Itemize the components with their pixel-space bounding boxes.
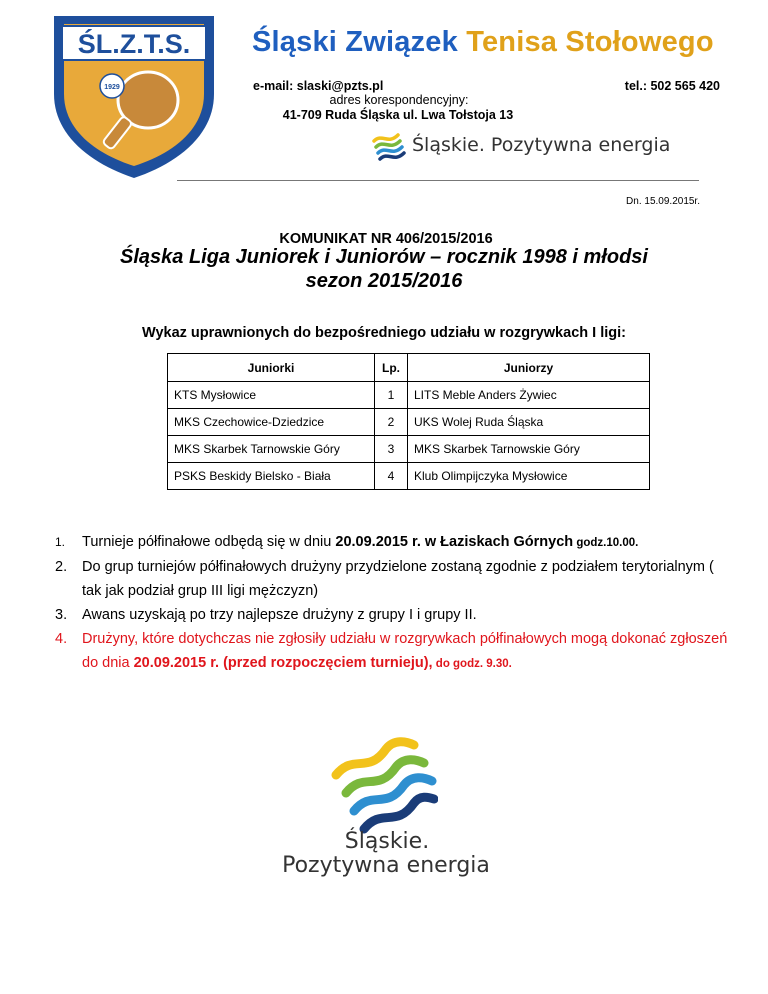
brand-name: Śląskie. xyxy=(344,829,430,854)
eligible-teams-heading: Wykaz uprawnionych do bezpośredniego udziału w rozgrywkach I ligi: xyxy=(142,325,626,341)
item-text: Do grup turniejów półfinałowych drużyny przydzielone zostaną zgodnie z podziałem terytorialnym ( tak jak podział grup III ligi mężczyzn) xyxy=(82,559,714,599)
table-row xyxy=(168,409,650,436)
list-item xyxy=(52,603,732,627)
slaskie-waves-icon xyxy=(372,131,406,161)
lp-cell: 1 xyxy=(375,382,408,409)
list-item xyxy=(52,627,732,676)
slaskie-waves-logo xyxy=(330,735,438,835)
juniorzy-cell: LITS Meble Anders Żywiec xyxy=(408,382,650,409)
header-divider xyxy=(177,180,699,181)
column-header-juniorki: Juniorki xyxy=(168,354,375,382)
announcement-number: KOMUNIKAT NR 406/2015/2016 xyxy=(279,231,493,247)
item-text: Drużyny, które dotychczas nie zgłosiły udziału w rozgrywkach półfinałowych mogą dokonać zgłoszeń do dnia xyxy=(82,631,728,671)
organization-name xyxy=(252,26,714,59)
email-address: e-mail: slaski@pzts.pl xyxy=(253,79,384,93)
org-name-part1: Śląski Związek xyxy=(252,26,458,58)
table-row xyxy=(168,436,650,463)
brand-slogan: Pozytywna energia xyxy=(282,853,490,878)
juniorki-cell: MKS Skarbek Tarnowskie Góry xyxy=(168,436,375,463)
document-date: Dn. 15.09.2015r. xyxy=(626,196,700,207)
item-number: 4. xyxy=(55,631,68,647)
eligible-teams-table xyxy=(167,353,650,490)
season-title: sezon 2015/2016 xyxy=(305,270,463,292)
table-row xyxy=(168,382,650,409)
juniorki-cell: KTS Mysłowice xyxy=(168,382,375,409)
logo-text: ŚL.Z.T.S. xyxy=(77,29,191,59)
phone-number: tel.: 502 565 420 xyxy=(624,79,720,93)
table-row xyxy=(168,463,650,490)
item-text: Turnieje półfinałowe odbędą się w dniu xyxy=(82,534,336,550)
item-time: do godz. 9.30. xyxy=(432,658,512,670)
lp-cell: 3 xyxy=(375,436,408,463)
column-header-juniorzy: Juniorzy xyxy=(408,354,650,382)
item-deadline: 20.09.2015 r. (przed rozpoczęciem turnieju), xyxy=(133,655,433,671)
announcement-items xyxy=(52,530,732,676)
postal-address: 41-709 Ruda Śląska ul. Lwa Tołstoja 13 xyxy=(282,108,514,122)
item-date-place: 20.09.2015 r. w Łaziskach Górnych xyxy=(335,534,574,550)
item-text: Awans uzyskają po trzy najlepsze drużyny z grupy I i grupy II. xyxy=(82,607,477,623)
column-header-lp: Lp. xyxy=(375,354,408,382)
table-header-row xyxy=(168,354,650,382)
list-item xyxy=(52,555,732,603)
juniorki-cell: PSKS Beskidy Bielsko - Biała xyxy=(168,463,375,490)
org-name-part2: Tenisa Stołowego xyxy=(466,26,714,58)
item-number: 3. xyxy=(55,607,68,623)
league-title: Śląska Liga Juniorek i Juniorów – rocznik 1998 i młodsi xyxy=(120,246,648,268)
brand-slogan-small: Śląskie. Pozytywna energia xyxy=(412,134,671,156)
lp-cell: 4 xyxy=(375,463,408,490)
juniorzy-cell: UKS Wolej Ruda Śląska xyxy=(408,409,650,436)
item-number: 2. xyxy=(55,559,68,575)
logo-year: 1929 xyxy=(104,84,120,91)
list-item xyxy=(52,530,732,555)
juniorzy-cell: Klub Olimpijczyka Mysłowice xyxy=(408,463,650,490)
address-label: adres korespondencyjny: xyxy=(329,93,469,107)
item-time: godz.10.00. xyxy=(573,537,639,549)
lp-cell: 2 xyxy=(375,409,408,436)
juniorzy-cell: MKS Skarbek Tarnowskie Góry xyxy=(408,436,650,463)
item-number: 1. xyxy=(55,535,66,549)
juniorki-cell: MKS Czechowice-Dziedzice xyxy=(168,409,375,436)
